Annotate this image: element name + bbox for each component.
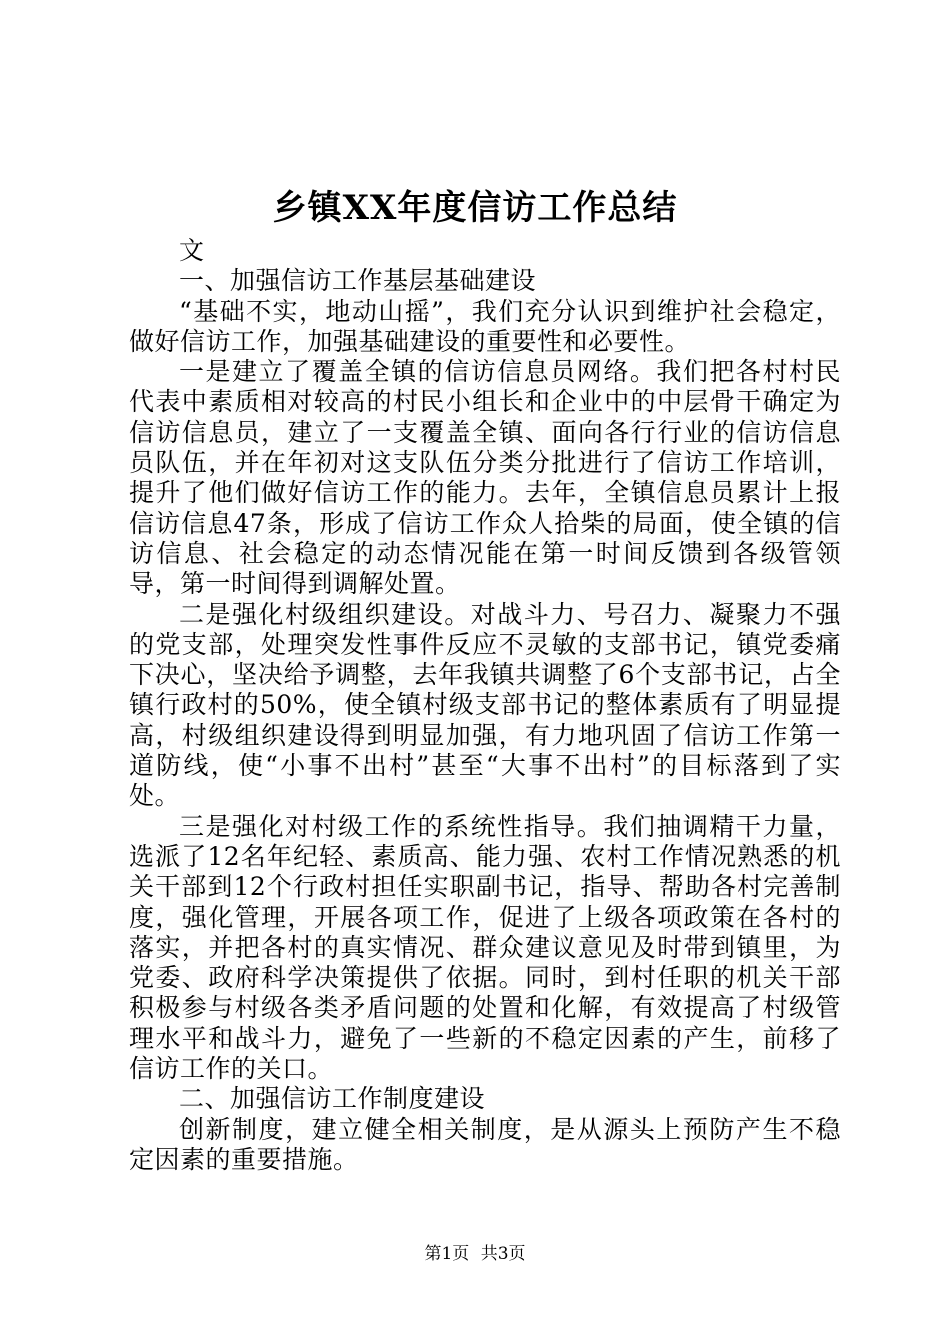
section-heading-2: 二、加强信访工作制度建设 — [179, 1084, 486, 1114]
document-title: 乡镇XX年度信访工作总结 — [272, 188, 678, 228]
page-footer — [0, 1242, 950, 1266]
page-number: 第1页 — [424, 1244, 470, 1264]
paragraph: 创新制度，建立健全相关制度，是从源头上预防产生不稳定因素的重要措施。 — [129, 1114, 841, 1174]
paragraph: 一是建立了覆盖全镇的信访信息员网络。我们把各村村民代表中素质相对较高的村民小组长和企业中的中层骨干确定为信访信息员，建立了一支覆盖全镇、面向各行行业的信访信息员队伍，并在年初对这支队伍分类分批进行了信访工作培训，提升了他们做好信访工作的能力。去年，全镇信息员累计上报信访信息47条，形成了信访工作众人拾柴的局面，使全镇的信访信息、社会稳定的动态情况能在第一时间反馈到各级管领导，第一时间得到调解处置。 — [129, 357, 841, 599]
document-body — [129, 236, 841, 1175]
paragraph: 三是强化对村级工作的系统性指导。我们抽调精干力量，选派了12名年纪轻、素质高、能力强、农村工作情况熟悉的机关干部到12个行政村担任实职副书记，指导、帮助各村完善制度，强化管理，开展各项工作，促进了上级各项政策在各村的落实，并把各村的真实情况、群众建议意见及时带到镇里，为党委、政府科学决策提供了依据。同时，到村任职的机关干部积极参与村级各类矛盾问题的处置和化解，有效提高了村级管理水平和战斗力，避免了一些新的不稳定因素的产生，前移了信访工作的关口。 — [129, 811, 841, 1084]
paragraph-author: 文 — [179, 236, 205, 265]
paragraph: 二是强化村级组织建设。对战斗力、号召力、凝聚力不强的党支部，处理突发性事件反应不灵敏的支部书记，镇党委痛下决心，坚决给予调整，去年我镇共调整了6个支部书记，占全镇行政村的50%，使全镇村级支部书记的整体素质有了明显提高，村级组织建设得到明显加强，有力地巩固了信访工作第一道防线，使“小事不出村”甚至“大事不出村”的目标落到了实处。 — [129, 599, 841, 811]
paragraph: “基础不实，地动山摇”，我们充分认识到维护社会稳定，做好信访工作，加强基础建设的重要性和必要性。 — [129, 296, 841, 356]
section-heading-1: 一、加强信访工作基层基础建设 — [179, 266, 537, 296]
page-total: 共3页 — [480, 1244, 526, 1264]
